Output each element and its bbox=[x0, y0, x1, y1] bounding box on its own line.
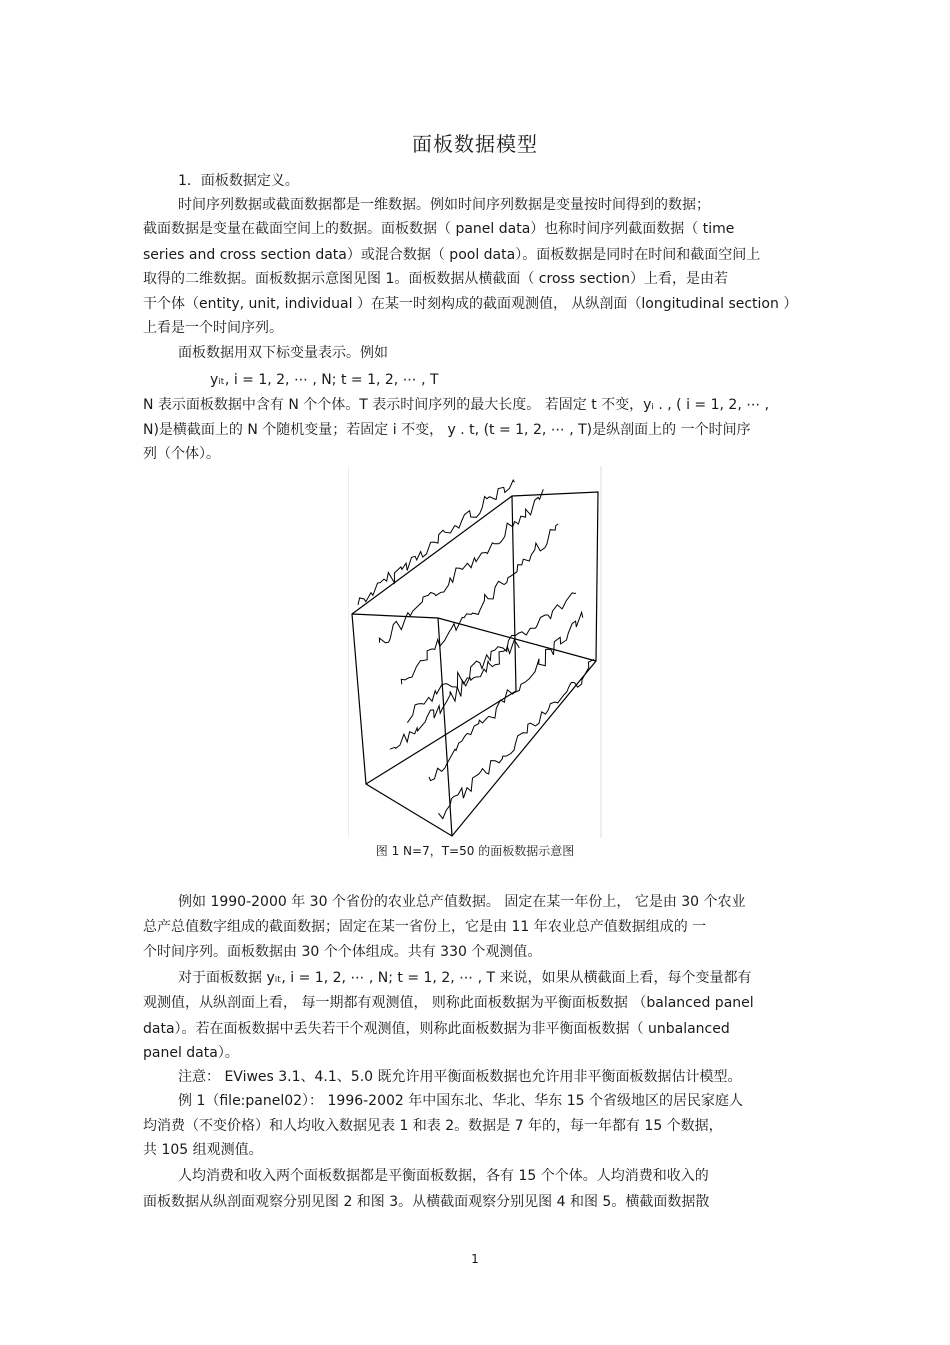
paragraph-line: 个时间序列。面板数据由 30 个个体组成。共有 330 个观测值。 bbox=[143, 944, 542, 960]
paragraph-line: 面板数据从纵剖面观察分别见图 2 和图 3。从横截面观察分别见图 4 和图 5。横截面数据散 bbox=[143, 1194, 710, 1210]
panel-data-figure bbox=[348, 466, 602, 838]
figure-caption: 图 1 N=7，T=50 的面板数据示意图 bbox=[375, 844, 575, 858]
paragraph-line: data）。若在面板数据中丢失若干个观测值，则称此面板数据为非平衡面板数据（ unbalanced bbox=[143, 1021, 730, 1037]
paragraph-line: 取得的二维数据。面板数据示意图见图 1。面板数据从横截面（ cross section）上看，是由若 bbox=[143, 271, 728, 287]
paragraph-line: 均消费（不变价格）和人均收入数据见表 1 和表 2。数据是 7 年的，每一年都有 15 个数据， bbox=[143, 1118, 723, 1134]
paragraph-line: 观测值，从纵剖面上看， 每一期都有观测值， 则称此面板数据为平衡面板数据 （balanced panel bbox=[143, 995, 754, 1011]
paragraph-line: 面板数据用双下标变量表示。例如 bbox=[178, 345, 388, 361]
page-number: 1 bbox=[471, 1252, 479, 1266]
paragraph-line: 例 1（file:panel02）： 1996-2002 年中国东北、华北、华东 15 个省级地区的居民家庭人 bbox=[178, 1093, 743, 1109]
paragraph-line: 截面数据是变量在截面空间上的数据。面板数据（ panel data）也称时间序列截面数据（ time bbox=[143, 221, 735, 237]
paragraph-line: 总产总值数字组成的截面数据；固定在某一省份上，它是由 11 年农业总产值数据组成的 一 bbox=[143, 919, 707, 935]
formula: yᵢₜ, i = 1, 2, ⋯ , N; t = 1, 2, ⋯ , T bbox=[210, 372, 439, 388]
paragraph-line: 注意： EViwes 3.1、4.1、5.0 既允许用平衡面板数据也允许用非平衡面板数据估计模型。 bbox=[178, 1069, 742, 1085]
document-title: 面板数据模型 bbox=[412, 132, 538, 156]
paragraph-line: 列（个体）。 bbox=[143, 446, 220, 462]
paragraph-line: panel data）。 bbox=[143, 1045, 239, 1061]
paragraph-line: 共 105 组观测值。 bbox=[143, 1142, 263, 1158]
paragraph-line: 对于面板数据 yᵢₜ, i = 1, 2, ⋯ , N; t = 1, 2, ⋯ , T 来说，如果从横截面上看，每个变量都有 bbox=[178, 970, 752, 986]
paragraph-line: 上看是一个时间序列。 bbox=[143, 320, 283, 336]
paragraph-line: 例如 1990-2000 年 30 个省份的农业总产值数据。 固定在某一年份上， 它是由 30 个农业 bbox=[178, 894, 746, 910]
paragraph-line: N 表示面板数据中含有 N 个个体。T 表示时间序列的最大长度。 若固定 t 不变，yᵢ . , ( i = 1, 2, ⋯ , bbox=[143, 397, 770, 413]
paragraph-line: 人均消费和收入两个面板数据都是平衡面板数据，各有 15 个个体。人均消费和收入的 bbox=[178, 1168, 709, 1184]
paragraph-line: 时间序列数据或截面数据都是一维数据。例如时间序列数据是变量按时间得到的数据； bbox=[178, 197, 710, 213]
paragraph-line: N)是横截面上的 N 个随机变量；若固定 i 不变， y . t, (t = 1, 2, ⋯ , T)是纵剖面上的 一个时间序 bbox=[143, 422, 751, 438]
section-heading: 1．面板数据定义。 bbox=[178, 173, 299, 189]
paragraph-line: 干个体（entity, unit, individual ）在某一时刻构成的截面观测值， 从纵剖面（longitudinal section ） bbox=[143, 296, 798, 312]
paragraph-line: series and cross section data）或混合数据（ pool data）。面板数据是同时在时间和截面空间上 bbox=[143, 247, 761, 263]
